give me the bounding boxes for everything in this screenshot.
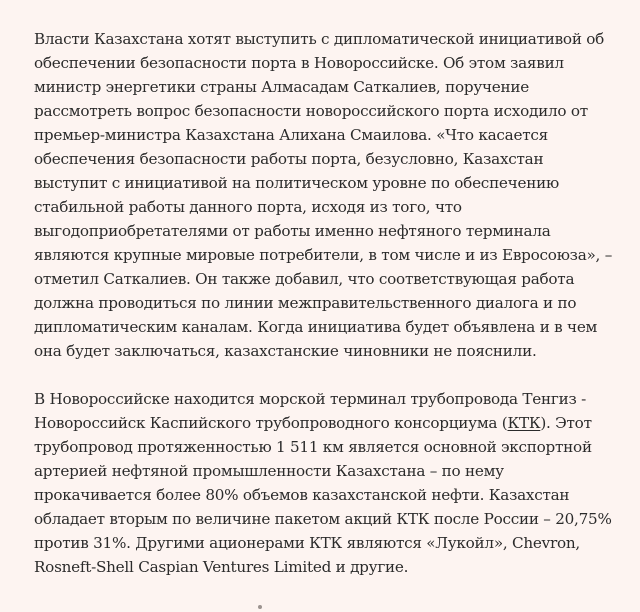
cropped-top-text xyxy=(60,0,140,4)
text-line: министр энергетики страны Алмасадам Саткалиев, поручение xyxy=(34,78,530,96)
text-line: обладает вторым по величине пакетом акций КТК после России – 20,75% xyxy=(34,510,612,528)
text-line-with-link xyxy=(34,411,624,435)
text-segment: ). Этот xyxy=(540,414,592,432)
text-line: В Новороссийске находится морской терминал трубопровода Тенгиз - xyxy=(34,390,586,408)
text-line: выступит с инициативой на политическом уровне по обеспечению xyxy=(34,174,559,192)
text-line: Rosneft-Shell Caspian Ventures Limited и другие. xyxy=(34,558,409,576)
article-body xyxy=(34,27,624,603)
text-line: трубопровод протяженностью 1 511 км является основной экспортной xyxy=(34,438,592,456)
text-line: дипломатическим каналам. Когда инициатива будет объявлена и в чем xyxy=(34,318,598,336)
cropped-bottom-mark xyxy=(258,605,262,609)
text-line: стабильной работы данного порта, исходя из того, что xyxy=(34,198,462,216)
paragraph-1 xyxy=(34,27,624,363)
paragraph-2 xyxy=(34,387,624,579)
text-line: она будет заключаться, казахстанские чиновники не пояснили. xyxy=(34,342,537,360)
text-line: обеспечения безопасности работы порта, безусловно, Казахстан xyxy=(34,150,544,168)
text-line: выгодоприобретателями от работы именно нефтяного терминала xyxy=(34,222,551,240)
text-line: обеспечении безопасности порта в Новороссийске. Об этом заявил xyxy=(34,54,564,72)
text-line: артерией нефтяной промышленности Казахстана – по нему xyxy=(34,462,504,480)
text-line: рассмотреть вопрос безопасности новороссийского порта исходило от xyxy=(34,102,588,120)
text-segment: Новороссийск Каспийского трубопроводного консорциума ( xyxy=(34,414,508,432)
text-line: против 31%. Другими ационерами КТК являются «Лукойл», Chevron, xyxy=(34,534,580,552)
text-line: прокачивается более 80% объемов казахстанской нефти. Казахстан xyxy=(34,486,570,504)
ktk-link[interactable]: КТК xyxy=(507,414,541,432)
text-line: отметил Саткалиев. Он также добавил, что соответствующая работа xyxy=(34,270,575,288)
text-line: премьер-министра Казахстана Алихана Смаилова. «Что касается xyxy=(34,126,548,144)
text-line: являются крупные мировые потребители, в том числе и из Евросоюза», – xyxy=(34,246,613,264)
text-line: Власти Казахстана хотят выступить с дипломатической инициативой об xyxy=(34,30,605,48)
text-line: должна проводиться по линии межправительственного диалога и по xyxy=(34,294,577,312)
